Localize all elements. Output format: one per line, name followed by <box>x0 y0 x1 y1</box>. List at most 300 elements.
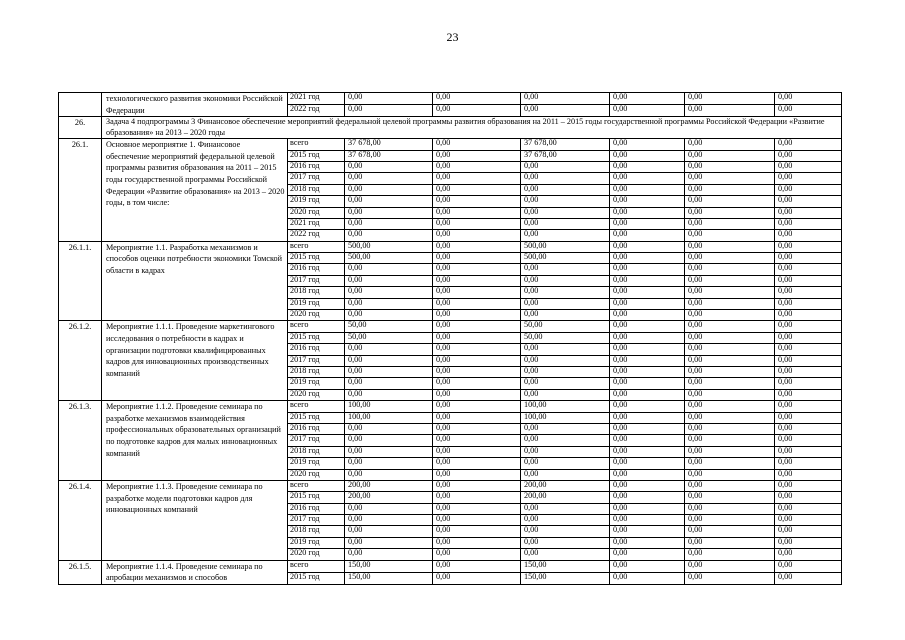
value-cell: 0,00 <box>610 173 685 184</box>
value-cell: 0,00 <box>775 537 842 548</box>
value-cell: 0,00 <box>610 275 685 286</box>
table-row <box>59 480 842 491</box>
value-cell: 0,00 <box>610 150 685 161</box>
value-cell: 0,00 <box>685 150 775 161</box>
value-cell: 0,00 <box>775 241 842 252</box>
value-cell: 0,00 <box>775 253 842 264</box>
value-cell: 0,00 <box>345 537 433 548</box>
value-cell: 0,00 <box>685 196 775 207</box>
value-cell: 0,00 <box>775 105 842 117</box>
table-row <box>59 321 842 332</box>
description-cell: Мероприятие 1.1.3. Проведение семинара по разработке модели подготовки кадров для инновационных компаний <box>102 480 288 560</box>
value-cell: 0,00 <box>775 469 842 480</box>
value-cell: 0,00 <box>775 139 842 150</box>
value-cell: 0,00 <box>345 298 433 309</box>
value-cell: 0,00 <box>775 480 842 491</box>
page-number: 23 <box>446 30 459 44</box>
value-cell: 0,00 <box>345 105 433 117</box>
table-row <box>59 560 842 572</box>
value-cell: 0,00 <box>433 150 521 161</box>
value-cell: 0,00 <box>685 412 775 423</box>
financing-table <box>58 92 842 585</box>
value-cell: 0,00 <box>610 412 685 423</box>
value-cell: 0,00 <box>433 412 521 423</box>
value-cell: 0,00 <box>775 93 842 105</box>
task-number-cell: 26. <box>59 117 102 139</box>
value-cell: 0,00 <box>775 150 842 161</box>
year-cell: 2017 год <box>288 275 345 286</box>
description-cell: Основное мероприятие 1. Финансовое обеспечение мероприятий федеральной целевой программы развития образования на 2011 – 2015 годы государственной программы Российской Федерации «Развитие образования» на 2013 – 2020 годы, в том числе: <box>102 139 288 242</box>
value-cell: 100,00 <box>345 401 433 412</box>
value-cell: 0,00 <box>345 275 433 286</box>
value-cell: 0,00 <box>610 139 685 150</box>
value-cell: 0,00 <box>610 401 685 412</box>
value-cell: 0,00 <box>610 207 685 218</box>
value-cell: 0,00 <box>433 423 521 434</box>
value-cell: 0,00 <box>433 253 521 264</box>
value-cell: 0,00 <box>433 469 521 480</box>
year-cell: 2020 год <box>288 207 345 218</box>
year-cell: 2022 год <box>288 230 345 241</box>
value-cell: 0,00 <box>775 321 842 332</box>
value-cell: 0,00 <box>775 207 842 218</box>
year-cell: всего <box>288 560 345 572</box>
value-cell: 0,00 <box>433 321 521 332</box>
year-cell: 2020 год <box>288 549 345 560</box>
year-cell: 2015 год <box>288 150 345 161</box>
year-cell: 2019 год <box>288 378 345 389</box>
description-cell: Мероприятие 1.1.4. Проведение семинара по апробации механизмов и способов <box>102 560 288 584</box>
value-cell: 0,00 <box>775 458 842 469</box>
value-cell: 500,00 <box>345 241 433 252</box>
value-cell: 0,00 <box>775 332 842 343</box>
value-cell: 0,00 <box>345 196 433 207</box>
value-cell: 0,00 <box>610 355 685 366</box>
year-cell: 2020 год <box>288 310 345 321</box>
year-cell: 2018 год <box>288 526 345 537</box>
value-cell: 0,00 <box>521 264 610 275</box>
year-cell: 2016 год <box>288 344 345 355</box>
value-cell: 0,00 <box>521 446 610 457</box>
value-cell: 0,00 <box>433 287 521 298</box>
year-cell: 2021 год <box>288 218 345 229</box>
value-cell: 0,00 <box>433 105 521 117</box>
value-cell: 0,00 <box>433 572 521 584</box>
value-cell: 0,00 <box>345 173 433 184</box>
value-cell: 0,00 <box>433 310 521 321</box>
value-cell: 0,00 <box>345 93 433 105</box>
value-cell: 0,00 <box>610 560 685 572</box>
row-number-cell <box>59 93 102 117</box>
value-cell: 0,00 <box>345 389 433 400</box>
value-cell: 0,00 <box>775 264 842 275</box>
value-cell: 100,00 <box>345 412 433 423</box>
value-cell: 0,00 <box>521 515 610 526</box>
value-cell: 0,00 <box>685 515 775 526</box>
value-cell: 0,00 <box>521 230 610 241</box>
value-cell: 0,00 <box>433 515 521 526</box>
value-cell: 0,00 <box>610 492 685 503</box>
year-cell: 2016 год <box>288 161 345 172</box>
value-cell: 0,00 <box>610 469 685 480</box>
year-cell: 2018 год <box>288 184 345 195</box>
value-cell: 0,00 <box>610 196 685 207</box>
row-number-cell: 26.1.1. <box>59 241 102 321</box>
year-cell: 2018 год <box>288 446 345 457</box>
value-cell: 0,00 <box>433 230 521 241</box>
value-cell: 0,00 <box>345 515 433 526</box>
value-cell: 0,00 <box>685 139 775 150</box>
value-cell: 0,00 <box>775 218 842 229</box>
value-cell: 0,00 <box>610 321 685 332</box>
value-cell: 0,00 <box>521 287 610 298</box>
table-body <box>59 93 842 585</box>
value-cell: 0,00 <box>345 526 433 537</box>
year-cell: 2015 год <box>288 412 345 423</box>
value-cell: 0,00 <box>521 549 610 560</box>
value-cell: 500,00 <box>521 241 610 252</box>
value-cell: 0,00 <box>433 560 521 572</box>
value-cell: 0,00 <box>685 264 775 275</box>
value-cell: 0,00 <box>345 549 433 560</box>
value-cell: 0,00 <box>775 549 842 560</box>
value-cell: 0,00 <box>521 105 610 117</box>
value-cell: 0,00 <box>521 173 610 184</box>
value-cell: 0,00 <box>433 537 521 548</box>
value-cell: 0,00 <box>775 572 842 584</box>
value-cell: 0,00 <box>521 93 610 105</box>
value-cell: 0,00 <box>775 526 842 537</box>
year-cell: 2017 год <box>288 515 345 526</box>
value-cell: 0,00 <box>685 105 775 117</box>
value-cell: 0,00 <box>685 458 775 469</box>
value-cell: 0,00 <box>775 389 842 400</box>
value-cell: 0,00 <box>345 344 433 355</box>
value-cell: 37 678,00 <box>521 150 610 161</box>
value-cell: 0,00 <box>685 230 775 241</box>
value-cell: 0,00 <box>521 503 610 514</box>
year-cell: 2017 год <box>288 435 345 446</box>
value-cell: 0,00 <box>685 389 775 400</box>
value-cell: 0,00 <box>433 526 521 537</box>
value-cell: 0,00 <box>433 378 521 389</box>
value-cell: 0,00 <box>521 458 610 469</box>
value-cell: 500,00 <box>345 253 433 264</box>
value-cell: 500,00 <box>521 253 610 264</box>
value-cell: 0,00 <box>521 378 610 389</box>
year-cell: 2016 год <box>288 423 345 434</box>
table-row <box>59 401 842 412</box>
value-cell: 0,00 <box>345 264 433 275</box>
year-cell: 2022 год <box>288 105 345 117</box>
value-cell: 0,00 <box>610 549 685 560</box>
year-cell: всего <box>288 480 345 491</box>
value-cell: 0,00 <box>433 173 521 184</box>
value-cell: 0,00 <box>521 355 610 366</box>
year-cell: 2016 год <box>288 264 345 275</box>
value-cell: 0,00 <box>685 173 775 184</box>
value-cell: 0,00 <box>433 161 521 172</box>
description-cell: технологического развития экономики Российской Федерации <box>102 93 288 117</box>
value-cell: 0,00 <box>610 230 685 241</box>
year-cell: 2015 год <box>288 332 345 343</box>
value-cell: 0,00 <box>433 207 521 218</box>
value-cell: 0,00 <box>610 264 685 275</box>
year-cell: 2020 год <box>288 389 345 400</box>
value-cell: 0,00 <box>433 458 521 469</box>
value-cell: 200,00 <box>345 480 433 491</box>
value-cell: 0,00 <box>775 196 842 207</box>
value-cell: 0,00 <box>685 332 775 343</box>
value-cell: 0,00 <box>685 253 775 264</box>
value-cell: 0,00 <box>345 218 433 229</box>
value-cell: 0,00 <box>345 184 433 195</box>
value-cell: 0,00 <box>610 287 685 298</box>
value-cell: 0,00 <box>685 492 775 503</box>
value-cell: 0,00 <box>345 207 433 218</box>
value-cell: 0,00 <box>610 310 685 321</box>
value-cell: 0,00 <box>775 412 842 423</box>
value-cell: 0,00 <box>775 298 842 309</box>
value-cell: 50,00 <box>521 321 610 332</box>
value-cell: 0,00 <box>610 458 685 469</box>
year-cell: 2021 год <box>288 93 345 105</box>
year-cell: 2019 год <box>288 196 345 207</box>
description-cell: Мероприятие 1.1.1. Проведение маркетингового исследования о потребности в кадрах и организации подготовки квалифицированных кадров для инновационных производственных компаний <box>102 321 288 401</box>
value-cell: 0,00 <box>521 218 610 229</box>
value-cell: 0,00 <box>433 503 521 514</box>
value-cell: 0,00 <box>345 367 433 378</box>
value-cell: 0,00 <box>685 537 775 548</box>
value-cell: 0,00 <box>775 423 842 434</box>
value-cell: 0,00 <box>345 458 433 469</box>
year-cell: всего <box>288 321 345 332</box>
value-cell: 37 678,00 <box>521 139 610 150</box>
value-cell: 0,00 <box>521 526 610 537</box>
value-cell: 0,00 <box>345 310 433 321</box>
value-cell: 0,00 <box>345 287 433 298</box>
value-cell: 0,00 <box>433 332 521 343</box>
row-number-cell: 26.1.4. <box>59 480 102 560</box>
value-cell: 0,00 <box>775 560 842 572</box>
description-cell: Мероприятие 1.1.2. Проведение семинара по разработке механизмов взаимодействия профессиональных образовательных организаций по подготовке кадров для малых инновационных компаний <box>102 401 288 481</box>
year-cell: всего <box>288 241 345 252</box>
value-cell: 0,00 <box>775 401 842 412</box>
value-cell: 0,00 <box>685 344 775 355</box>
table-row <box>59 139 842 150</box>
value-cell: 0,00 <box>685 549 775 560</box>
value-cell: 0,00 <box>775 492 842 503</box>
year-cell: 2019 год <box>288 298 345 309</box>
value-cell: 0,00 <box>775 435 842 446</box>
value-cell: 0,00 <box>685 298 775 309</box>
value-cell: 0,00 <box>345 503 433 514</box>
year-cell: 2015 год <box>288 253 345 264</box>
value-cell: 0,00 <box>685 287 775 298</box>
value-cell: 0,00 <box>610 480 685 491</box>
value-cell: 0,00 <box>610 526 685 537</box>
value-cell: 0,00 <box>433 218 521 229</box>
value-cell: 150,00 <box>521 560 610 572</box>
value-cell: 0,00 <box>685 560 775 572</box>
value-cell: 0,00 <box>775 275 842 286</box>
value-cell: 0,00 <box>610 537 685 548</box>
value-cell: 0,00 <box>775 355 842 366</box>
value-cell: 0,00 <box>610 105 685 117</box>
value-cell: 0,00 <box>685 161 775 172</box>
value-cell: 50,00 <box>345 321 433 332</box>
value-cell: 0,00 <box>775 344 842 355</box>
value-cell: 0,00 <box>610 515 685 526</box>
value-cell: 0,00 <box>775 184 842 195</box>
value-cell: 0,00 <box>610 253 685 264</box>
value-cell: 0,00 <box>610 344 685 355</box>
year-cell: всего <box>288 401 345 412</box>
value-cell: 0,00 <box>433 344 521 355</box>
value-cell: 0,00 <box>521 196 610 207</box>
value-cell: 0,00 <box>685 241 775 252</box>
value-cell: 100,00 <box>521 412 610 423</box>
value-cell: 0,00 <box>610 423 685 434</box>
value-cell: 0,00 <box>521 161 610 172</box>
value-cell: 0,00 <box>433 139 521 150</box>
table-row <box>59 241 842 252</box>
value-cell: 0,00 <box>685 321 775 332</box>
table-row <box>59 93 842 105</box>
value-cell: 0,00 <box>775 378 842 389</box>
value-cell: 0,00 <box>433 275 521 286</box>
value-cell: 0,00 <box>345 423 433 434</box>
value-cell: 0,00 <box>610 218 685 229</box>
value-cell: 0,00 <box>433 435 521 446</box>
value-cell: 200,00 <box>521 480 610 491</box>
value-cell: 0,00 <box>685 218 775 229</box>
value-cell: 0,00 <box>433 480 521 491</box>
year-cell: 2015 год <box>288 492 345 503</box>
value-cell: 0,00 <box>433 549 521 560</box>
value-cell: 0,00 <box>433 389 521 400</box>
value-cell: 0,00 <box>433 492 521 503</box>
value-cell: 0,00 <box>685 310 775 321</box>
task-text-cell: Задача 4 подпрограммы 3 Финансовое обеспечение мероприятий федеральной целевой программы развития образования на 2011 – 2015 годы государственной программы Российской Федерации «Развитие образования» на 2013 – 2020 годы <box>102 117 842 139</box>
value-cell: 0,00 <box>775 503 842 514</box>
value-cell: 0,00 <box>521 298 610 309</box>
value-cell: 0,00 <box>775 515 842 526</box>
value-cell: 0,00 <box>345 161 433 172</box>
value-cell: 0,00 <box>610 332 685 343</box>
value-cell: 0,00 <box>521 275 610 286</box>
value-cell: 0,00 <box>685 503 775 514</box>
value-cell: 0,00 <box>610 241 685 252</box>
value-cell: 0,00 <box>521 435 610 446</box>
value-cell: 0,00 <box>775 310 842 321</box>
value-cell: 0,00 <box>685 526 775 537</box>
value-cell: 0,00 <box>345 230 433 241</box>
value-cell: 0,00 <box>775 446 842 457</box>
value-cell: 0,00 <box>775 161 842 172</box>
value-cell: 0,00 <box>685 480 775 491</box>
value-cell: 0,00 <box>610 298 685 309</box>
value-cell: 0,00 <box>685 446 775 457</box>
value-cell: 0,00 <box>685 423 775 434</box>
year-cell: 2019 год <box>288 537 345 548</box>
value-cell: 0,00 <box>685 469 775 480</box>
value-cell: 200,00 <box>345 492 433 503</box>
value-cell: 0,00 <box>521 207 610 218</box>
row-number-cell: 26.1.5. <box>59 560 102 584</box>
value-cell: 150,00 <box>345 560 433 572</box>
year-cell: 2018 год <box>288 287 345 298</box>
task-row <box>59 117 842 139</box>
row-number-cell: 26.1.3. <box>59 401 102 481</box>
value-cell: 0,00 <box>521 310 610 321</box>
value-cell: 0,00 <box>685 355 775 366</box>
year-cell: всего <box>288 139 345 150</box>
value-cell: 0,00 <box>610 93 685 105</box>
value-cell: 0,00 <box>521 423 610 434</box>
value-cell: 0,00 <box>345 435 433 446</box>
year-cell: 2019 год <box>288 458 345 469</box>
value-cell: 0,00 <box>610 378 685 389</box>
value-cell: 0,00 <box>521 537 610 548</box>
year-cell: 2020 год <box>288 469 345 480</box>
value-cell: 0,00 <box>433 401 521 412</box>
value-cell: 0,00 <box>610 161 685 172</box>
value-cell: 0,00 <box>521 344 610 355</box>
value-cell: 0,00 <box>685 93 775 105</box>
value-cell: 0,00 <box>685 367 775 378</box>
value-cell: 0,00 <box>521 389 610 400</box>
year-cell: 2017 год <box>288 173 345 184</box>
value-cell: 0,00 <box>685 275 775 286</box>
value-cell: 0,00 <box>433 298 521 309</box>
description-cell: Мероприятие 1.1. Разработка механизмов и способов оценки потребности экономики Томской области в кадрах <box>102 241 288 321</box>
year-cell: 2018 год <box>288 367 345 378</box>
value-cell: 0,00 <box>685 401 775 412</box>
year-cell: 2016 год <box>288 503 345 514</box>
value-cell: 0,00 <box>433 184 521 195</box>
value-cell: 0,00 <box>610 446 685 457</box>
value-cell: 0,00 <box>521 184 610 195</box>
value-cell: 0,00 <box>433 196 521 207</box>
value-cell: 0,00 <box>685 378 775 389</box>
value-cell: 0,00 <box>521 469 610 480</box>
value-cell: 0,00 <box>610 503 685 514</box>
value-cell: 0,00 <box>775 287 842 298</box>
row-number-cell: 26.1.2. <box>59 321 102 401</box>
value-cell: 0,00 <box>521 367 610 378</box>
value-cell: 0,00 <box>685 435 775 446</box>
value-cell: 0,00 <box>433 93 521 105</box>
year-cell: 2017 год <box>288 355 345 366</box>
value-cell: 0,00 <box>685 207 775 218</box>
value-cell: 37 678,00 <box>345 139 433 150</box>
value-cell: 0,00 <box>433 355 521 366</box>
value-cell: 0,00 <box>345 355 433 366</box>
value-cell: 0,00 <box>610 572 685 584</box>
value-cell: 0,00 <box>345 378 433 389</box>
value-cell: 150,00 <box>521 572 610 584</box>
value-cell: 37 678,00 <box>345 150 433 161</box>
value-cell: 0,00 <box>685 572 775 584</box>
value-cell: 0,00 <box>610 389 685 400</box>
value-cell: 0,00 <box>610 367 685 378</box>
value-cell: 0,00 <box>775 367 842 378</box>
row-number-cell: 26.1. <box>59 139 102 242</box>
value-cell: 0,00 <box>345 469 433 480</box>
year-cell: 2015 год <box>288 572 345 584</box>
value-cell: 0,00 <box>685 184 775 195</box>
